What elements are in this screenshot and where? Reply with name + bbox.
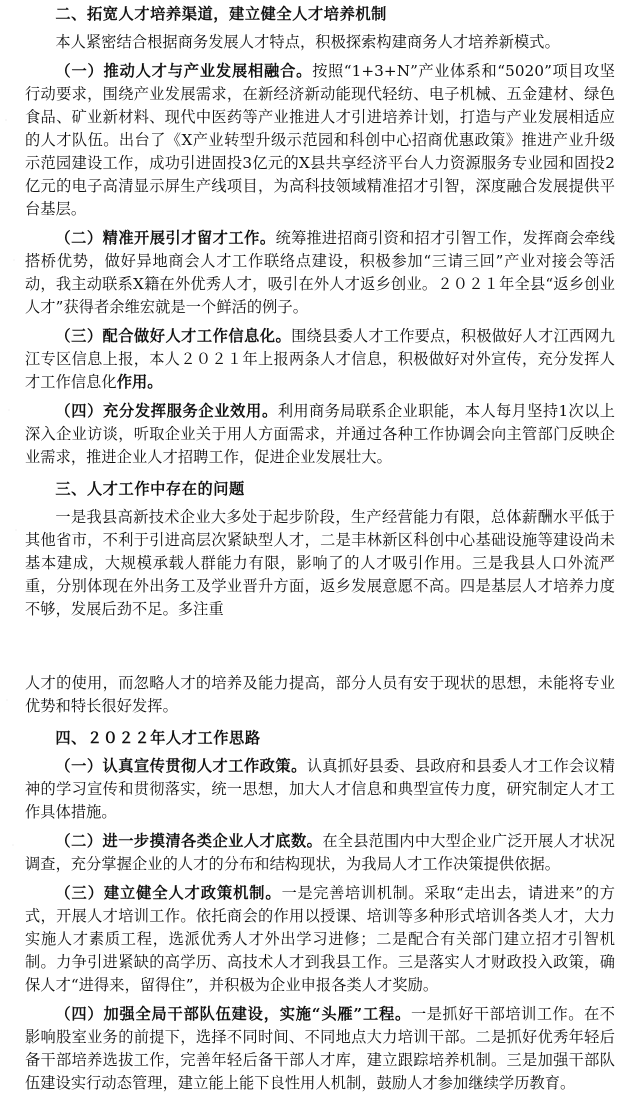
subsection-2-4 xyxy=(25,400,615,469)
subsection-4-2-label: （二）进一步摸清各类企业人才底数。 xyxy=(55,832,323,850)
subsection-4-4-text: 一是抓好干部培训工作。在不影响股室业务的前提下，选择不同时间、不同地点大力培训干部。二是抓好优秀年轻后备干部培养选拔工作，完善年轻后备干部人才库，建立跟踪培养机制。三是加强干部队伍建设实行动态管理，建立能上能下良性用人机制，鼓励人才参加继续学历教育。 xyxy=(25,1005,615,1092)
subsection-4-4-label: （四）加强全局干部队伍建设，实施“头雁”工程。 xyxy=(55,1005,412,1023)
document-text-column xyxy=(25,3,615,1100)
subsection-4-1-label: （一）认真宣传贯彻人才工作政策。 xyxy=(55,757,307,775)
section-heading-4: 四、２０２２年人才工作思路 xyxy=(55,729,261,747)
subsection-2-3-tail: 作用。 xyxy=(116,373,163,391)
section-heading-2: 二、拓宽人才培养渠道，建立健全人才培养机制 xyxy=(55,5,387,23)
subsection-2-3 xyxy=(25,325,615,394)
subsection-2-3-text: 围绕县委人才工作要点，积极做好人才江西网九江专区信息上报，本人２０２１年上报两条人才信息，积极做好对外宣传，充分发挥人才工作信息化 xyxy=(25,327,616,391)
section-heading-3: 三、人才工作中存在的问题 xyxy=(55,480,245,498)
section-3-paragraph-a: 一是我县高新技术企业大多处于起步阶段，生产经营能力有限，总体薪酬水平低于其他省市，不利于引进高层次紧缺型人才，二是丰林新区科创中心基础设施等建设尚未基本建成，大规模承载人群能力有限，影响了的人才吸引作用。三是我县人口外流严重，分别体现在外出务工及学业晋升方面，返乡发展意愿不高。四是基层人才培养力度不够，发展后劲不足。多注重 xyxy=(25,508,615,618)
subsection-4-4 xyxy=(25,1003,615,1095)
subsection-2-1-label: （一）推动人才与产业发展相融合。 xyxy=(55,62,313,80)
subsection-2-1-text: 按照“1+3+N”产业体系和“5020”项目攻坚行动要求，围绕产业发展需求，在新经济新动能现代轻纺、电子机械、五金建材、绿色食品、矿业新材料、现代中医药等产业推进人才引进培养计划，打造与产业发展相适应的人才队伍。出台了《X产业转型升级示范园和科创中心招商优惠政策》推进产业升级示范园建设工作，成功引进固投3亿元的X县共享经济平台人力资源服务专业园和固投2亿元的电子高清显示屏生产线项目，为高科技领域精准招才引智，深度融合发展提供平台基层。 xyxy=(25,62,615,218)
subsection-4-1-text: 认真抓好县委、县政府和县委人才工作会议精神的学习宣传和贯彻落实，统一思想，加大人才信息和典型宣传力度，研究制定人才工作具体措施。 xyxy=(25,757,615,821)
subsection-2-2-text: 统筹推进招商引资和招才引智工作，发挥商会牵线搭桥优势，做好异地商会人才工作联络点建设，积极参加“三请三回”产业对接会等活动，我主动联系X籍在外优秀人才，吸引在外人才返乡创业。２０２１年全县“返乡创业人才”获得者余维宏就是一个鲜活的例子。 xyxy=(25,229,615,316)
subsection-2-4-label: （四）充分发挥服务企业效用。 xyxy=(55,402,278,420)
subsection-2-2-label: （二）精准开展引才留才工作。 xyxy=(55,229,276,247)
section-3-paragraph-b: 人才的使用，而忽略人才的培养及能力提高，部分人员有安于现状的思想，未能将专业优势和特长很好发挥。 xyxy=(25,674,615,715)
subsection-2-4-text: 利用商务局联系企业职能，本人每月坚持1次以上深入企业访谈，听取企业关于用人方面需求，并通过各种工作协调会向主管部门反映企业需求，推进企业人才招聘工作，促进企业发展壮大。 xyxy=(25,402,615,466)
section-2-intro-paragraph: 本人紧密结合根据商务发展人才特点，积极探索构建商务人才培养新模式。 xyxy=(55,33,560,51)
subsection-4-2 xyxy=(25,830,615,876)
subsection-4-1 xyxy=(25,755,615,824)
subsection-2-2 xyxy=(25,227,615,319)
subsection-2-1 xyxy=(25,60,615,221)
page-break-gap xyxy=(25,626,615,672)
subsection-4-3-label: （三）建立健全人才政策机制。 xyxy=(55,884,282,902)
subsection-4-3-text: 一是完善培训机制。采取“走出去，请进来”的方式，开展人才培训工作。依托商会的作用以授课、培训等多种形式培训各类人才，大力实施人才素质工程，选派优秀人才外出学习进修；二是配合有关部门建立招才引智机制。力争引进紧缺的高学历、高技术人才到我县工作。三是落实人才财政投入政策，确保人才“进得来，留得住”，并积极为企业申报各类人才奖励。 xyxy=(25,884,615,994)
subsection-4-2-text: 在全县范围内中大型企业广泛开展人才状况调查，充分掌握企业的人才的分布和结构现状，为我局人才工作决策提供依据。 xyxy=(25,832,615,873)
scan-speckle-artifact xyxy=(0,0,24,1062)
subsection-4-3 xyxy=(25,882,615,997)
subsection-2-3-label: （三）配合做好人才工作信息化。 xyxy=(55,327,292,345)
